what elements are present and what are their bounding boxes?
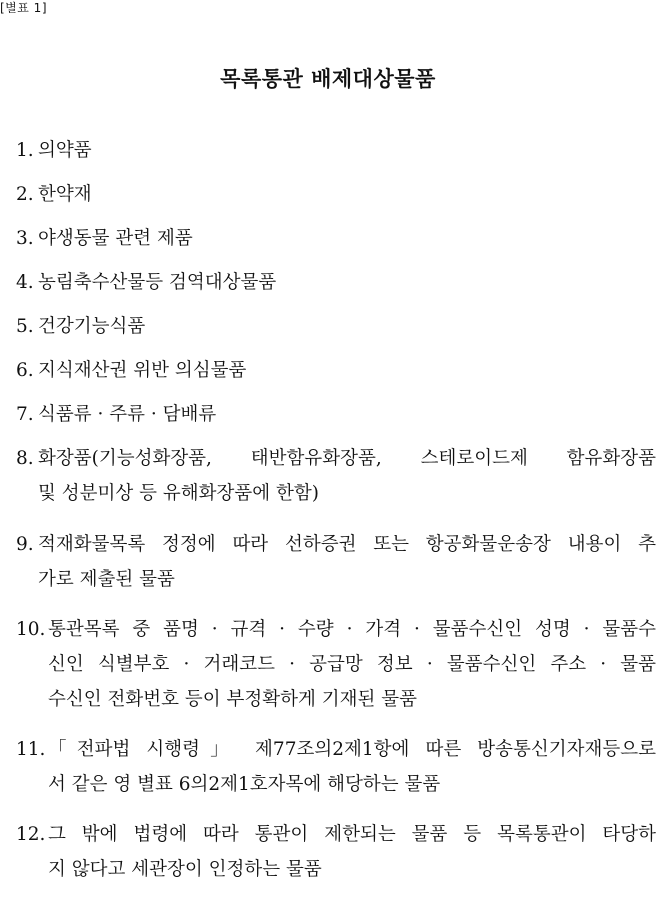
document-title: 목록통관 배제대상물품 [220,67,436,91]
item-text-continued: 및 성분미상 등 유해화장품에 한함) [38,483,319,504]
item-number: 3. [16,228,34,249]
item-text: 통관목록 중 품명 · 규격 · 수량 · 가격 · 물품수신인 성명 · 물품수 [48,619,656,640]
item-text-continued: 지 않다고 세관장이 인정하는 물품 [48,859,322,880]
excluded-items-list [16,133,656,887]
item-number: 4. [16,272,34,293]
item-text: 농림축수산물등 검역대상물품 [38,272,277,293]
list-item [16,817,656,887]
item-text: 「전파법 시행령」 제77조의2제1항에 따른 방송통신기자재등으로 [48,739,656,760]
list-item [16,309,656,344]
list-item [16,527,656,597]
item-text: 화장품(기능성화장품, 태반함유화장품, 스테로이드제 함유화장품 [38,448,656,469]
list-item [16,732,656,802]
item-text: 한약재 [38,184,92,205]
list-item [16,397,656,432]
item-text: 지식재산권 위반 의심물품 [38,360,247,381]
item-number: 12. [16,824,46,845]
list-item [16,221,656,256]
item-text: 야생동물 관련 제품 [38,228,193,249]
item-text-continued: 서 같은 영 별표 6의2제1호자목에 해당하는 물품 [48,774,441,795]
item-number: 8. [16,448,34,469]
item-text-continued: 신인 식별부호 · 거래코드 · 공급망 정보 · 물품수신인 주소 · 물품 [48,654,656,675]
item-text: 식품류 · 주류 · 담배류 [38,404,217,425]
item-text: 의약품 [38,140,92,161]
item-text: 적재화물목록 정정에 따라 선하증권 또는 항공화물운송장 내용이 추 [38,534,656,555]
item-text: 그 밖에 법령에 따라 통관이 제한되는 물품 등 목록통관이 타당하 [48,824,656,845]
item-number: 2. [16,184,34,205]
appendix-label: [별표 1] [0,1,47,15]
item-text: 건강기능식품 [38,316,146,337]
item-text-continued: 수신인 전화번호 등이 부정확하게 기재된 물품 [48,689,417,710]
item-number: 9. [16,534,34,555]
list-item [16,353,656,388]
list-item [16,441,656,511]
list-item [16,133,656,168]
item-number: 1. [16,140,34,161]
list-item [16,612,656,717]
item-number: 5. [16,316,34,337]
list-item [16,177,656,212]
item-number: 11. [16,739,46,760]
list-item [16,265,656,300]
item-number: 7. [16,404,34,425]
item-number: 6. [16,360,34,381]
item-text-continued: 가로 제출된 물품 [38,569,175,590]
item-number: 10. [16,619,46,640]
